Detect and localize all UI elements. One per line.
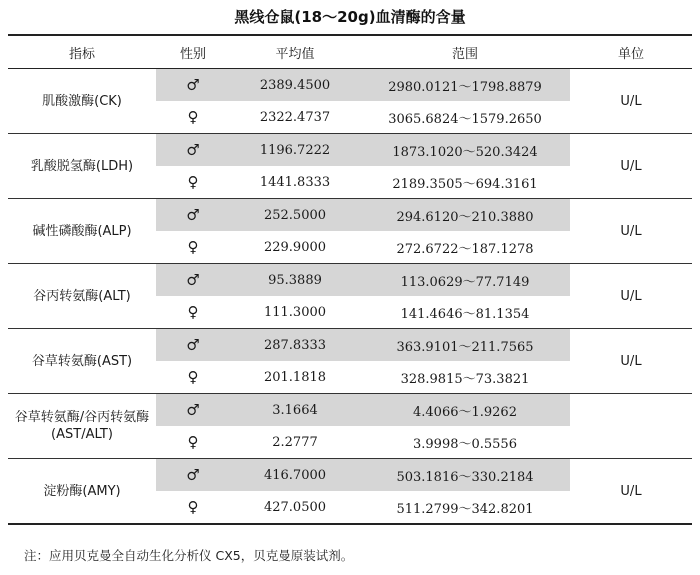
mean-male-cell: 1196.7222 <box>230 134 360 167</box>
sex-male-cell: ♂ <box>156 394 230 427</box>
table-row <box>8 459 692 492</box>
unit-cell <box>570 394 692 459</box>
enzyme-table <box>8 34 692 525</box>
sex-female-cell: ♀ <box>156 361 230 394</box>
header-mean: 平均值 <box>230 35 360 69</box>
mean-male-cell: 287.8333 <box>230 329 360 362</box>
sex-male-cell: ♂ <box>156 329 230 362</box>
table-row <box>8 394 692 427</box>
indicator-cell: 谷草转氨酶(AST) <box>8 329 156 394</box>
range-female-cell: 3.9998～0.5556 <box>360 426 570 459</box>
range-female-cell: 272.6722～187.1278 <box>360 231 570 264</box>
table-row <box>8 264 692 297</box>
range-female-cell: 3065.6824～1579.2650 <box>360 101 570 134</box>
mean-male-cell: 252.5000 <box>230 199 360 232</box>
mean-female-cell: 111.3000 <box>230 296 360 329</box>
header-indicator: 指标 <box>8 35 156 69</box>
unit-cell: U/L <box>570 199 692 264</box>
footnote: 注：应用贝克曼全自动生化分析仪 CX5，贝克曼原装试剂。 <box>24 548 354 563</box>
sex-female-cell: ♀ <box>156 296 230 329</box>
range-female-cell: 2189.3505～694.3161 <box>360 166 570 199</box>
header-sex: 性别 <box>156 35 230 69</box>
mean-female-cell: 2.2777 <box>230 426 360 459</box>
indicator-cell: 谷草转氨酶/谷丙转氨酶(AST/ALT) <box>8 394 156 459</box>
indicator-cell: 乳酸脱氢酶(LDH) <box>8 134 156 199</box>
sex-female-cell: ♀ <box>156 491 230 524</box>
mean-male-cell: 2389.4500 <box>230 69 360 102</box>
indicator-cell: 淀粉酶(AMY) <box>8 459 156 525</box>
indicator-cell: 碱性磷酸酶(ALP) <box>8 199 156 264</box>
sex-female-cell: ♀ <box>156 166 230 199</box>
unit-cell: U/L <box>570 329 692 394</box>
table-title: 黑线仓鼠(18～20g)血清酶的含量 <box>234 8 466 26</box>
unit-cell: U/L <box>570 69 692 134</box>
range-male-cell: 1873.1020～520.3424 <box>360 134 570 167</box>
range-male-cell: 363.9101～211.7565 <box>360 329 570 362</box>
range-male-cell: 4.4066～1.9262 <box>360 394 570 427</box>
range-male-cell: 113.0629～77.7149 <box>360 264 570 297</box>
table-row <box>8 134 692 167</box>
sex-female-cell: ♀ <box>156 101 230 134</box>
mean-male-cell: 416.7000 <box>230 459 360 492</box>
sex-female-cell: ♀ <box>156 426 230 459</box>
mean-female-cell: 229.9000 <box>230 231 360 264</box>
sex-male-cell: ♂ <box>156 199 230 232</box>
mean-female-cell: 427.0500 <box>230 491 360 524</box>
range-female-cell: 328.9815～73.3821 <box>360 361 570 394</box>
unit-cell: U/L <box>570 459 692 525</box>
sex-male-cell: ♂ <box>156 459 230 492</box>
table-row <box>8 69 692 102</box>
unit-cell: U/L <box>570 134 692 199</box>
header-range: 范围 <box>360 35 570 69</box>
range-female-cell: 511.2799～342.8201 <box>360 491 570 524</box>
sex-male-cell: ♂ <box>156 134 230 167</box>
table-row <box>8 329 692 362</box>
sex-female-cell: ♀ <box>156 231 230 264</box>
header-unit: 单位 <box>570 35 692 69</box>
table-body <box>8 69 692 525</box>
mean-female-cell: 201.1818 <box>230 361 360 394</box>
indicator-cell: 肌酸激酶(CK) <box>8 69 156 134</box>
header-row <box>8 35 692 69</box>
sex-male-cell: ♂ <box>156 69 230 102</box>
range-female-cell: 141.4646～81.1354 <box>360 296 570 329</box>
mean-female-cell: 2322.4737 <box>230 101 360 134</box>
sex-male-cell: ♂ <box>156 264 230 297</box>
unit-cell: U/L <box>570 264 692 329</box>
mean-male-cell: 3.1664 <box>230 394 360 427</box>
range-male-cell: 294.6120～210.3880 <box>360 199 570 232</box>
mean-female-cell: 1441.8333 <box>230 166 360 199</box>
mean-male-cell: 95.3889 <box>230 264 360 297</box>
range-male-cell: 2980.0121～1798.8879 <box>360 69 570 102</box>
range-male-cell: 503.1816～330.2184 <box>360 459 570 492</box>
table-row <box>8 199 692 232</box>
indicator-cell: 谷丙转氨酶(ALT) <box>8 264 156 329</box>
